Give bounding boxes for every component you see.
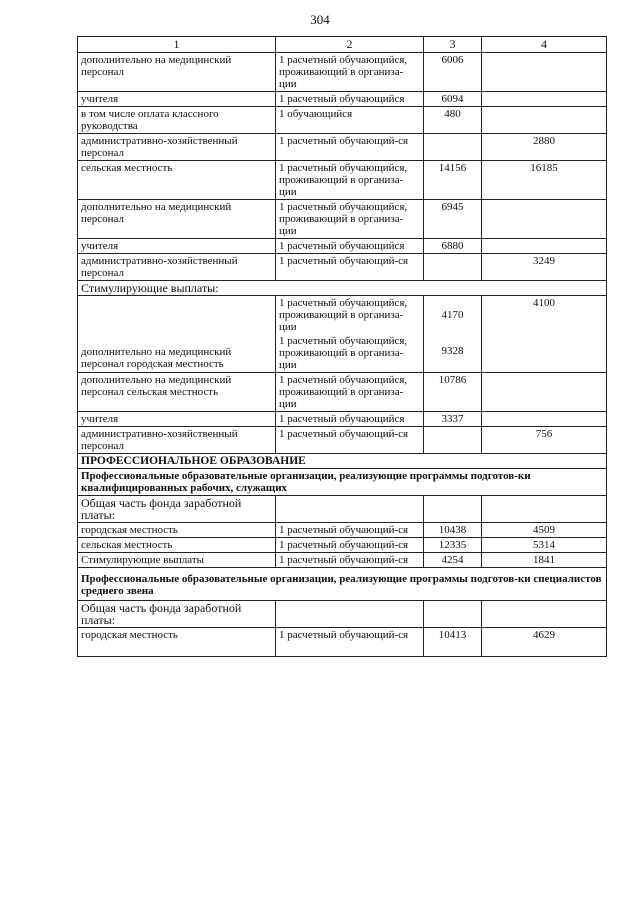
row-value-4: 3249 (482, 254, 607, 281)
table-row (78, 427, 607, 454)
row-unit (276, 296, 424, 373)
row-value-3: 10413 (424, 628, 482, 657)
row-value-4: 756 (482, 427, 607, 454)
row-value-4 (482, 200, 607, 239)
row-value-4 (482, 92, 607, 107)
row-value-3 (424, 296, 482, 373)
row-value-4 (482, 601, 607, 628)
fund-label: Общая часть фонда заработной платы: (78, 496, 276, 523)
row-label: учителя (78, 92, 276, 107)
row-unit (276, 496, 424, 523)
table-row (78, 254, 607, 281)
table-row (78, 107, 607, 134)
row-label: Стимулирующие выплаты (78, 553, 276, 568)
row-value-3 (424, 496, 482, 523)
table-row (78, 496, 607, 523)
row-value-4: 5314 (482, 538, 607, 553)
row-unit: 1 расчетный обучающий-ся (276, 427, 424, 454)
table-row (78, 134, 607, 161)
row-value-4 (482, 107, 607, 134)
row-unit: 1 расчетный обучающийся, проживающий в организа-ции (276, 200, 424, 239)
row-value-3: 6094 (424, 92, 482, 107)
row-unit-b: 1 расчетный обучающийся, проживающий в организа-ции (279, 335, 408, 371)
page-number: 304 (310, 12, 330, 27)
row-label: учителя (78, 239, 276, 254)
table-row (78, 628, 607, 657)
row-label: дополнительно на медицинский персонал (78, 200, 276, 239)
row-label: административно-хозяйственный персонал (78, 427, 276, 454)
row-value-3 (424, 601, 482, 628)
table-row (78, 239, 607, 254)
row-value-3b: 9328 (441, 345, 464, 357)
column-header: 3 (424, 37, 482, 53)
row-value-3 (424, 427, 482, 454)
column-header: 4 (482, 37, 607, 53)
table-row (78, 454, 607, 469)
table-header-row (78, 37, 607, 53)
tariff-table (77, 36, 607, 657)
row-label: городская местность (78, 628, 276, 657)
row-value-3: 6945 (424, 200, 482, 239)
table-row (78, 568, 607, 601)
row-value-4: 16185 (482, 161, 607, 200)
column-header: 1 (78, 37, 276, 53)
row-unit: 1 расчетный обучающийся (276, 92, 424, 107)
table-row (78, 469, 607, 496)
column-header: 2 (276, 37, 424, 53)
table-row (78, 373, 607, 412)
row-unit: 1 расчетный обучающий-ся (276, 538, 424, 553)
row-unit: 1 расчетный обучающий-ся (276, 553, 424, 568)
row-label: административно-хозяйственный персонал (78, 134, 276, 161)
row-unit: 1 расчетный обучающийся, проживающий в организа-ции (276, 53, 424, 92)
row-value-3: 6006 (424, 53, 482, 92)
row-value-3: 3337 (424, 412, 482, 427)
row-value-4: 4100 (482, 296, 607, 373)
table-row (78, 523, 607, 538)
table-row (78, 281, 607, 296)
table-row (78, 296, 607, 373)
stim-heading: Стимулирующие выплаты: (78, 281, 607, 296)
fund-label: Общая часть фонда заработной платы: (78, 601, 276, 628)
row-value-3: 10438 (424, 523, 482, 538)
row-value-3: 480 (424, 107, 482, 134)
row-unit: 1 расчетный обучающийся, проживающий в организа-ции (276, 373, 424, 412)
row-unit: 1 расчетный обучающий-ся (276, 134, 424, 161)
row-unit: 1 расчетный обучающийся (276, 412, 424, 427)
row-value-3: 10786 (424, 373, 482, 412)
row-label: сельская местность (78, 538, 276, 553)
table-row (78, 553, 607, 568)
row-label: городская местность (78, 523, 276, 538)
row-unit (276, 601, 424, 628)
row-unit: 1 расчетный обучающийся (276, 239, 424, 254)
row-label: административно-хозяйственный персонал (78, 254, 276, 281)
row-value-4 (482, 496, 607, 523)
row-value-3: 4254 (424, 553, 482, 568)
row-label: дополнительно на медицинский персонал сельская местность (78, 373, 276, 412)
row-value-4 (482, 53, 607, 92)
row-label: в том числе оплата классного руководства (78, 107, 276, 134)
table-row (78, 200, 607, 239)
row-label: учителя (78, 412, 276, 427)
subsection-heading: Профессиональные образовательные организации, реализующие программы подготов-ки квалифицированных рабочих, служащих (78, 469, 607, 496)
table-row (78, 538, 607, 553)
row-unit: 1 расчетный обучающий-ся (276, 628, 424, 657)
row-label: дополнительно на медицинский персонал (78, 53, 276, 92)
row-value-4: 4629 (482, 628, 607, 657)
row-value-4 (482, 412, 607, 427)
row-label: дополнительно на медицинский персонал городская местность (78, 296, 276, 373)
row-unit: 1 расчетный обучающий-ся (276, 523, 424, 538)
table-row (78, 53, 607, 92)
row-value-3 (424, 254, 482, 281)
row-unit: 1 расчетный обучающийся, проживающий в организа-ции (276, 161, 424, 200)
row-value-3: 14156 (424, 161, 482, 200)
row-value-3 (424, 134, 482, 161)
table-row (78, 161, 607, 200)
subsection-heading: Профессиональные образовательные организации, реализующие программы подготов-ки специалистов среднего звена (78, 568, 607, 601)
table-row (78, 412, 607, 427)
row-label: сельская местность (78, 161, 276, 200)
row-unit: 1 обучающийся (276, 107, 424, 134)
row-value-3a: 4170 (441, 309, 464, 321)
row-value-3: 6880 (424, 239, 482, 254)
row-value-3: 12335 (424, 538, 482, 553)
row-unit-a: 1 расчетный обучающийся, проживающий в организа-ции (279, 297, 408, 333)
table-row (78, 601, 607, 628)
table-row (78, 92, 607, 107)
row-value-4 (482, 373, 607, 412)
row-value-4 (482, 239, 607, 254)
row-unit: 1 расчетный обучающий-ся (276, 254, 424, 281)
row-value-4: 1841 (482, 553, 607, 568)
row-value-4: 4509 (482, 523, 607, 538)
row-value-4: 2880 (482, 134, 607, 161)
section-heading: ПРОФЕССИОНАЛЬНОЕ ОБРАЗОВАНИЕ (78, 454, 607, 469)
